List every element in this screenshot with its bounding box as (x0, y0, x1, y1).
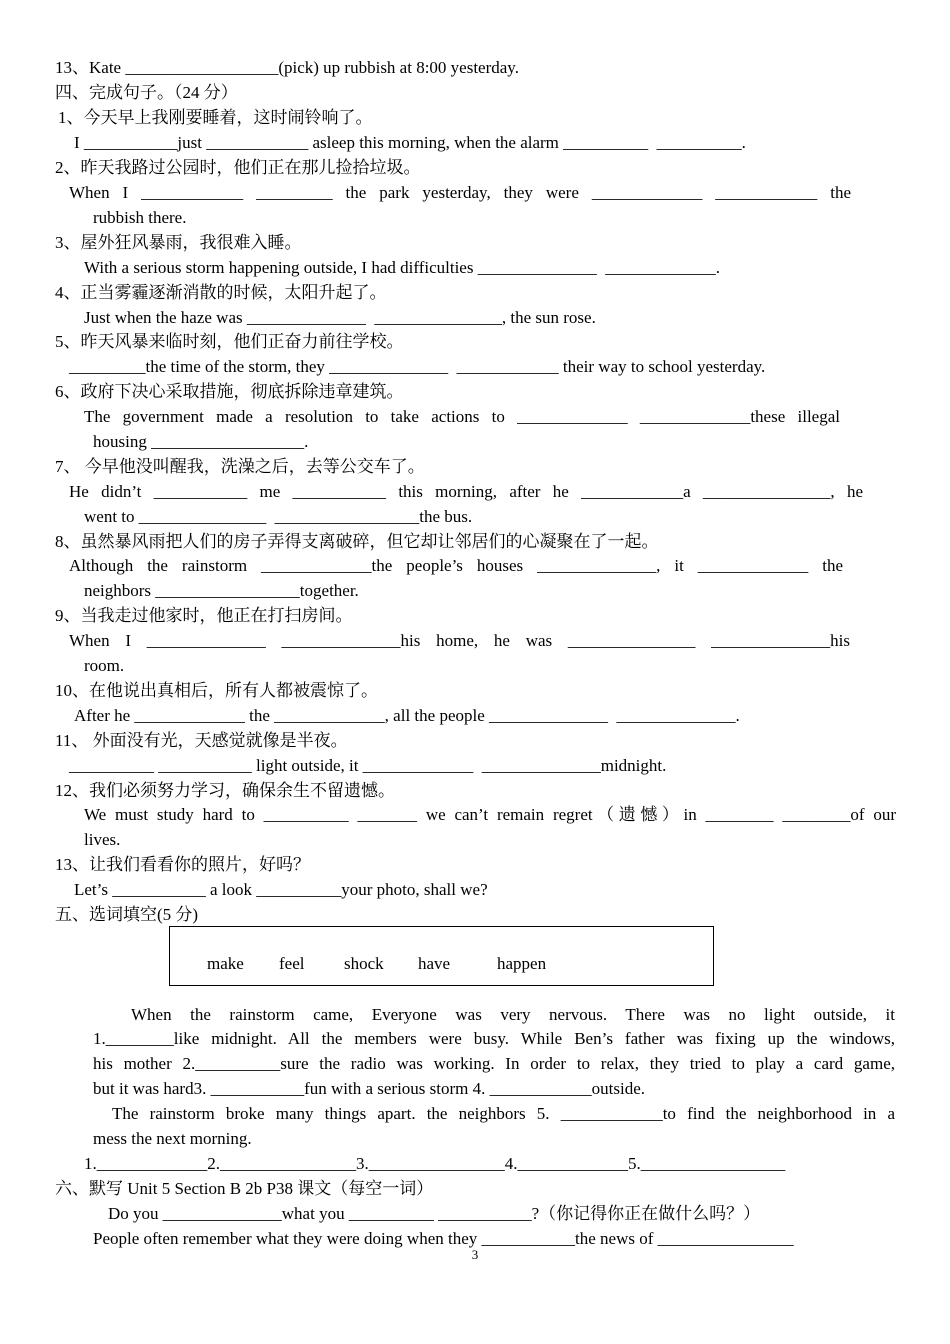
page-number: 3 (471, 1247, 479, 1262)
q9-english: When I ______________ ______________his home, he was _______________ ______________his (69, 631, 850, 650)
q11-chinese: 11、 外面没有光，天感觉就像是半夜。 (55, 731, 348, 750)
passage-line-5: The rainstorm broke many things apart. the neighbors 5. ____________to find the neighborhood in a (112, 1104, 895, 1123)
q7-english: He didn’t ___________ me ___________ this morning, after he ____________a _______________, he (69, 482, 863, 501)
q6-chinese: 6、政府下决心采取措施，彻底拆除违章建筑。 (55, 382, 404, 401)
word-happen: happen (497, 954, 547, 973)
passage-line-4: but it was hard3. ___________fun with a serious storm 4. ____________outside. (93, 1079, 645, 1098)
word-feel: feel (279, 954, 305, 973)
q7-chinese: 7、 今早他没叫醒我，洗澡之后，去等公交车了。 (55, 457, 425, 476)
section-4-heading: 四、完成句子。（24 分） (55, 83, 238, 102)
q7-english-cont: went to _______________ _________________the bus. (84, 507, 473, 526)
q8-chinese: 8、虽然暴风雨把人们的房子弄得支离破碎，但它却让邻居们的心凝聚在了一起。 (55, 532, 659, 551)
dictation-line-2: People often remember what they were doing when they ___________the news of ________________ (93, 1229, 794, 1248)
q12-english: We must study hard to __________ _______ we can’t remain regret（遗憾）in ________ ________of our (84, 805, 896, 824)
passage-line-1: When the rainstorm came, Everyone was very nervous. There was no light outside, it (131, 1005, 895, 1024)
q2-english: When I ____________ _________ the park yesterday, they were _____________ ____________ the (69, 183, 851, 202)
q5-chinese: 5、昨天风暴来临时刻，他们正奋力前往学校。 (55, 332, 404, 351)
q5-english: _________the time of the storm, they ______________ ____________ their way to school yesterday. (69, 357, 766, 376)
q13-chinese: 13、让我们看看你的照片，好吗？ (55, 855, 310, 874)
q12-chinese: 12、我们必须努力学习，确保余生不留遗憾。 (55, 781, 395, 800)
passage-line-3: his mother 2.__________sure the radio was working. In order to relax, they tried to play a card game, (93, 1054, 895, 1073)
exercise-13-pick: 13、Kate __________________(pick) up rubbish at 8:00 yesterday. (55, 58, 519, 77)
q9-english-cont: room. (84, 656, 125, 675)
q2-english-cont: rubbish there. (93, 208, 187, 227)
q2-chinese: 2、昨天我路过公园时，他们正在那儿捡拾垃圾。 (55, 158, 421, 177)
section-5-heading: 五、选词填空(5 分) (55, 905, 199, 924)
q1-english: I ___________just ____________ asleep this morning, when the alarm __________ __________. (74, 133, 746, 152)
q8-english: Although the rainstorm _____________the people’s houses ______________, it _____________ the (69, 556, 843, 575)
q10-english: After he _____________ the _____________, all the people ______________ ______________. (74, 706, 740, 725)
q13-english: Let’s ___________ a look __________your photo, shall we? (74, 880, 488, 899)
word-have: have (418, 954, 451, 973)
q9-chinese: 9、当我走过他家时，他正在打扫房间。 (55, 606, 353, 625)
q4-chinese: 4、正当雾霾逐渐消散的时候，太阳升起了。 (55, 283, 387, 302)
q3-english: With a serious storm happening outside, I had difficulties ______________ _____________. (84, 258, 720, 277)
q8-english-cont: neighbors _________________together. (84, 581, 359, 600)
q10-chinese: 10、在他说出真相后，所有人都被震惊了。 (55, 681, 378, 700)
passage-line-2: 1.________like midnight. All the members were busy. While Ben’s father was fixing up the windows, (93, 1029, 895, 1048)
section-6-heading: 六、默写 Unit 5 Section B 2b P38 课文（每空一词） (55, 1179, 434, 1198)
q3-chinese: 3、屋外狂风暴雨，我很难入睡。 (55, 233, 302, 252)
q1-chinese: 1、今天早上我刚要睡着，这时闹铃响了。 (58, 108, 373, 127)
dictation-line-1: Do you ______________what you __________ ___________?（你记得你正在做什么吗？） (108, 1204, 761, 1223)
word-make: make (207, 954, 244, 973)
passage-line-6: mess the next morning. (93, 1129, 252, 1148)
q4-english: Just when the haze was ______________ _______________, the sun rose. (84, 308, 596, 327)
q6-english: The government made a resolution to take actions to _____________ _____________these illegal (84, 407, 840, 426)
word-shock: shock (344, 954, 384, 973)
q6-english-cont: housing __________________. (93, 432, 309, 451)
q11-english: __________ ___________ light outside, it _____________ ______________midnight. (69, 756, 667, 775)
answer-blanks: 1._____________2.________________3.________________4._____________5._________________ (84, 1154, 786, 1173)
q12-english-cont: lives. (84, 830, 121, 849)
